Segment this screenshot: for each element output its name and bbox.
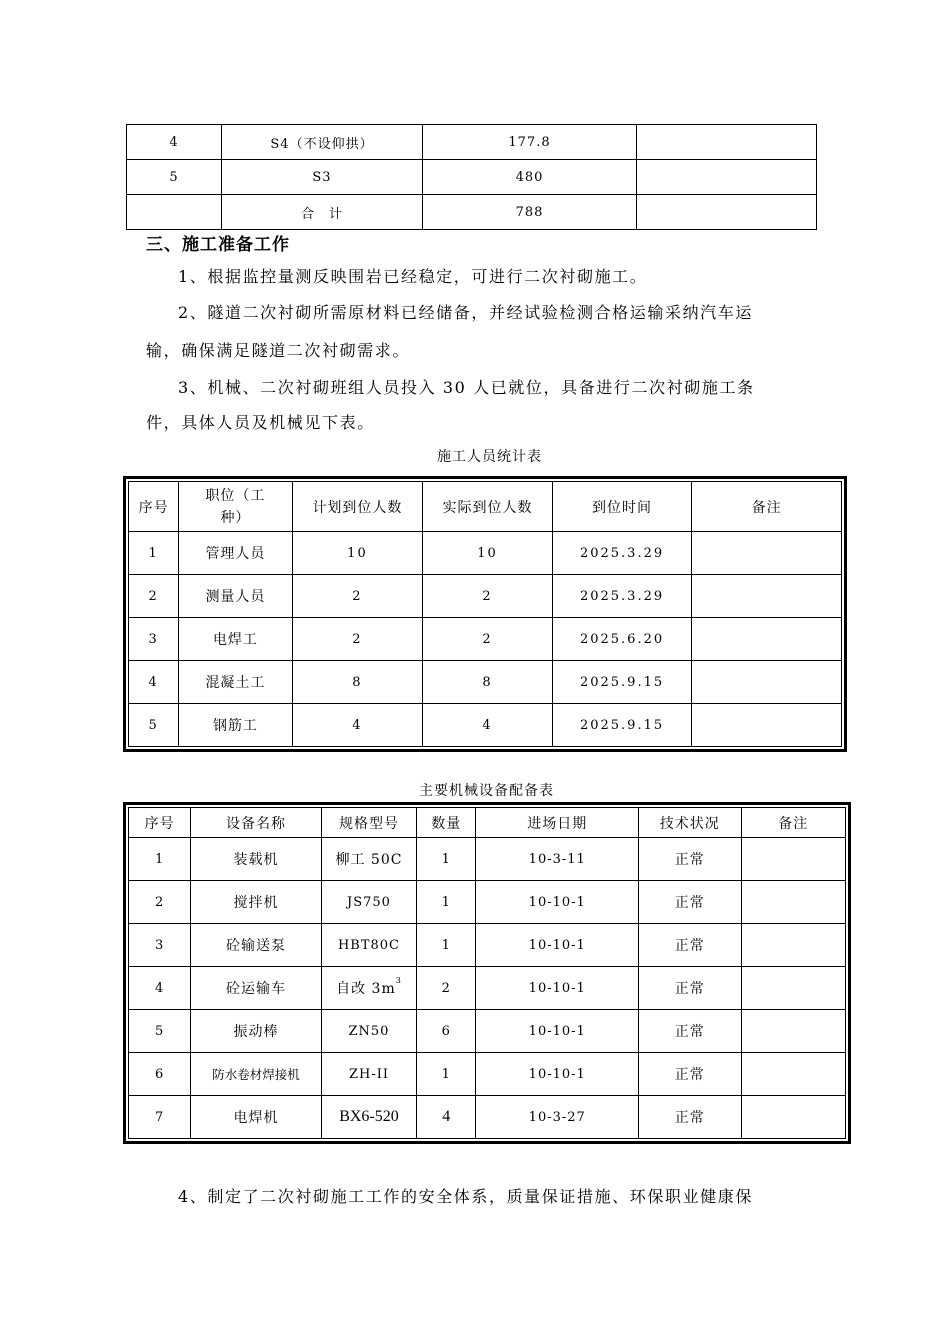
row-number: 3: [129, 618, 179, 661]
staff-table-caption: 施工人员统计表: [437, 449, 542, 465]
qty-cell: 6: [417, 1010, 476, 1053]
row-number: 4: [129, 661, 179, 704]
equipment-table: [128, 807, 846, 1139]
row-number: 4: [127, 125, 222, 160]
row-number: 1: [129, 838, 191, 881]
table-row: [129, 967, 846, 1010]
row-number: 3: [129, 924, 191, 967]
section-heading: 三、施工准备工作: [146, 235, 290, 255]
length-value: 480: [423, 160, 637, 195]
table-row: [129, 618, 842, 661]
table-header-row: [129, 808, 846, 838]
equipment-name: 搅拌机: [191, 881, 322, 924]
staff-table-frame: [123, 476, 847, 752]
header-position-line-1: 职位（工: [205, 487, 266, 504]
model-cell: HBT80C: [321, 924, 416, 967]
planned-cell: 2: [292, 575, 423, 618]
header-date: 到位时间: [552, 482, 692, 532]
date-cell: 2025.3.29: [552, 575, 692, 618]
equipment-name: 装载机: [191, 838, 322, 881]
planned-cell: 8: [292, 661, 423, 704]
table-row: [129, 704, 842, 747]
remark-cell: [692, 532, 842, 575]
date-cell: 10-10-1: [476, 967, 639, 1010]
section-type: S3: [222, 160, 423, 195]
model-cell: ZH-II: [321, 1053, 416, 1096]
header-planned: 计划到位人数: [292, 482, 423, 532]
status-cell: 正常: [639, 967, 741, 1010]
status-cell: 正常: [639, 1053, 741, 1096]
header-name: 设备名称: [191, 808, 322, 838]
model-cell: ZN50: [321, 1010, 416, 1053]
row-number: 5: [127, 160, 222, 195]
length-value: 177.8: [423, 125, 637, 160]
row-number: 2: [129, 575, 179, 618]
section-type: S4（不设仰拱）: [222, 125, 423, 160]
status-cell: 正常: [639, 1096, 741, 1139]
table-row: [129, 661, 842, 704]
position-cell: 混凝土工: [179, 661, 292, 704]
remark-cell: [741, 1096, 846, 1139]
remark-cell: [637, 160, 817, 195]
date-cell: 2025.3.29: [552, 532, 692, 575]
row-number: 5: [129, 704, 179, 747]
header-qty: 数量: [417, 808, 476, 838]
qty-cell: 1: [417, 881, 476, 924]
position-cell: 电焊工: [179, 618, 292, 661]
paragraph-2-line-2: 输，确保满足隧道二次衬砌需求。: [146, 341, 411, 360]
model-text: 自改 3m: [336, 981, 396, 997]
equipment-name: 电焊机: [191, 1096, 322, 1139]
header-remark: 备注: [692, 482, 842, 532]
header-status: 技术状况: [639, 808, 741, 838]
qty-cell: 2: [417, 967, 476, 1010]
header-no: 序号: [129, 808, 191, 838]
remark-cell: [741, 881, 846, 924]
actual-cell: 2: [423, 575, 553, 618]
header-no: 序号: [129, 482, 179, 532]
date-cell: 10-10-1: [476, 881, 639, 924]
row-number: 6: [129, 1053, 191, 1096]
status-cell: 正常: [639, 924, 741, 967]
actual-cell: 8: [423, 661, 553, 704]
staff-table: [128, 481, 842, 747]
table-row: [129, 1053, 846, 1096]
table-header-row: [129, 482, 842, 532]
header-position-line-2: 种）: [220, 509, 251, 526]
row-number: 2: [129, 881, 191, 924]
date-cell: 10-3-11: [476, 838, 639, 881]
remark-cell: [741, 924, 846, 967]
position-cell: 钢筋工: [179, 704, 292, 747]
table-row: [127, 195, 817, 230]
total-value: 788: [423, 195, 637, 230]
equipment-name: 砼输送泵: [191, 924, 322, 967]
row-number: 7: [129, 1096, 191, 1139]
header-position: [179, 482, 292, 532]
header-actual: 实际到位人数: [423, 482, 553, 532]
actual-cell: 4: [423, 704, 553, 747]
remark-cell: [692, 575, 842, 618]
equipment-name: 振动棒: [191, 1010, 322, 1053]
paragraph-4: 4、制定了二次衬砌施工工作的安全体系，质量保证措施、环保职业健康保: [178, 1187, 753, 1206]
row-number: 1: [129, 532, 179, 575]
model-cell: [321, 967, 416, 1010]
equipment-table-caption: 主要机械设备配备表: [419, 783, 554, 799]
status-cell: 正常: [639, 1010, 741, 1053]
table-row: [129, 1096, 846, 1139]
table-row: [129, 575, 842, 618]
planned-cell: 4: [292, 704, 423, 747]
paragraph-3-line-1: 3、机械、二次衬砌班组人员投入 30 人已就位，具备进行二次衬砌施工条: [178, 378, 755, 397]
equipment-name: 防水卷材焊接机: [191, 1053, 322, 1096]
date-cell: 2025.6.20: [552, 618, 692, 661]
table-row: [129, 924, 846, 967]
header-model: 规格型号: [321, 808, 416, 838]
header-remark: 备注: [741, 808, 846, 838]
date-cell: 10-10-1: [476, 924, 639, 967]
table-row: [127, 125, 817, 160]
planned-cell: 2: [292, 618, 423, 661]
header-date: 进场日期: [476, 808, 639, 838]
remark-cell: [692, 661, 842, 704]
superscript-cubed: 3: [395, 976, 402, 985]
date-cell: 10-10-1: [476, 1010, 639, 1053]
remark-cell: [637, 125, 817, 160]
remark-cell: [637, 195, 817, 230]
row-number: [127, 195, 222, 230]
remark-cell: [741, 1010, 846, 1053]
model-cell: 柳工 50C: [321, 838, 416, 881]
remark-cell: [692, 704, 842, 747]
equipment-table-frame: [123, 802, 851, 1144]
qty-cell: [417, 1096, 476, 1139]
model-cell: JS750: [321, 881, 416, 924]
remark-cell: [741, 1053, 846, 1096]
date-cell: 10-3-27: [476, 1096, 639, 1139]
status-cell: 正常: [639, 838, 741, 881]
paragraph-1: 1、根据监控量测反映围岩已经稳定，可进行二次衬砌施工。: [178, 267, 648, 286]
paragraph-2-line-1: 2、隧道二次衬砌所需原材料已经储备，并经试验检测合格运输采纳汽车运: [178, 303, 753, 322]
table-row: [129, 532, 842, 575]
status-cell: 正常: [639, 881, 741, 924]
date-cell: 10-10-1: [476, 1053, 639, 1096]
date-cell: 2025.9.15: [552, 704, 692, 747]
quantity-table: [126, 124, 817, 230]
total-label: 合 计: [222, 195, 423, 230]
model-text: BX6-520: [339, 1108, 399, 1125]
table-row: [129, 1010, 846, 1053]
remark-cell: [741, 838, 846, 881]
position-cell: 测量人员: [179, 575, 292, 618]
row-number: 5: [129, 1010, 191, 1053]
table-row: [129, 838, 846, 881]
qty-cell: 1: [417, 924, 476, 967]
date-cell: 2025.9.15: [552, 661, 692, 704]
planned-cell: 10: [292, 532, 423, 575]
remark-cell: [741, 967, 846, 1010]
remark-cell: [692, 618, 842, 661]
qty-cell: 1: [417, 838, 476, 881]
table-row: [127, 160, 817, 195]
paragraph-3-line-2: 件，具体人员及机械见下表。: [146, 413, 375, 432]
actual-cell: 2: [423, 618, 553, 661]
table-row: [129, 881, 846, 924]
equipment-name: 砼运输车: [191, 967, 322, 1010]
model-cell: [321, 1096, 416, 1139]
actual-cell: 10: [423, 532, 553, 575]
row-number: 4: [129, 967, 191, 1010]
qty-cell: 1: [417, 1053, 476, 1096]
qty-text: 4: [442, 1108, 451, 1125]
position-cell: 管理人员: [179, 532, 292, 575]
